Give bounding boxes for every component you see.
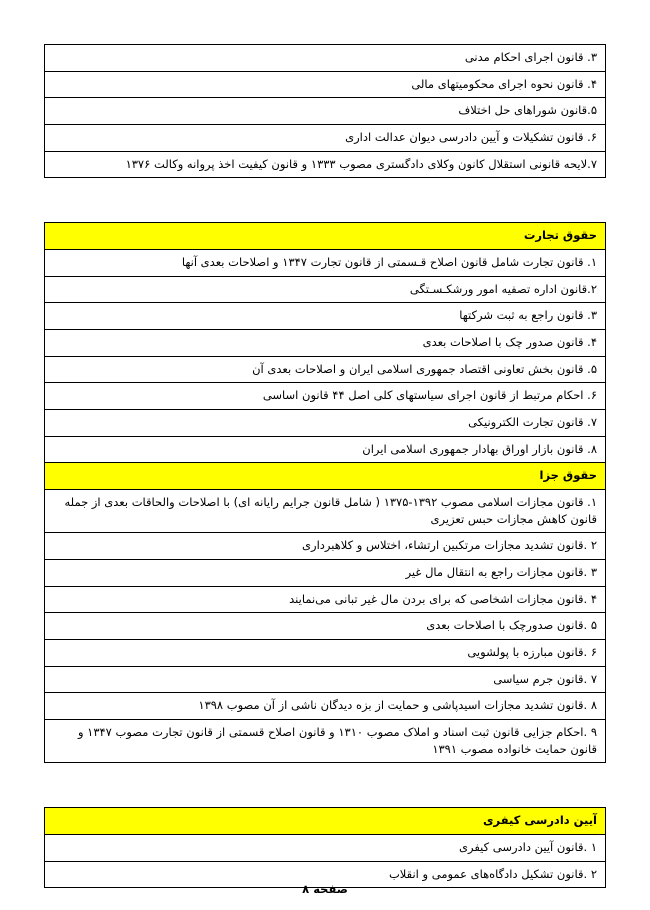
table-row [45,71,606,98]
table-row [45,330,606,357]
list-item: ۵. قانون بخش تعاونی اقتصاد جمهوری اسلامی ایران و اصلاحات بعدی آن [45,356,606,383]
list-item: ۲.قانون اداره تصفیه امور ورشکـسـتگی [45,276,606,303]
list-item: ۵ .قانون صدورچک با اصلاحات بعدی [45,613,606,640]
table-row [45,303,606,330]
list-item: ۷.لایحه قانونی استقلال کانون وکلای دادگستری مصوب ۱۳۳۳ و قانون کیفیت اخذ پروانه وکالت ۱۳۷۶ [45,151,606,178]
list-item: ۴. قانون نحوه اجرای محکومیتهای مالی [45,71,606,98]
list-item: ۴. قانون صدور چک با اصلاحات بعدی [45,330,606,357]
table-row [45,276,606,303]
table-row [45,125,606,152]
table-row [45,410,606,437]
list-item: ۴ .قانون مجازات اشخاصی که برای بردن مال غیر تبانی می‌نمایند [45,586,606,613]
table-row [45,586,606,613]
list-item: ۱. قانون مجازات اسلامی مصوب ۱۳۹۲-۱۳۷۵ ( شامل قانون جرایم رایانه ای) با اصلاحات والحاقات بعدی از جمله قانون کاهش مجازات حبس تعزیری [45,490,606,533]
table-row [45,98,606,125]
section-title: آیین دادرسی کیفری [45,808,606,835]
list-item: ۳ .قانون مجازات راجع به انتقال مال غیر [45,560,606,587]
table-row [45,640,606,667]
list-item: ۹ .احکام جزایی قانون ثبت اسناد و املاک مصوب ۱۳۱۰ و قانون اصلاح قسمتی از قانون تجارت مصوب ۱۳۴۷ و قانون حمایت خانواده مصوب ۱۳۹۱ [45,720,606,763]
list-item: ۵.قانون شوراهای حل اختلاف [45,98,606,125]
section-title: حقوق جزا [45,463,606,490]
table-row [45,490,606,533]
section-spacer [44,178,606,222]
list-item: ۷ .قانون جرم سیاسی [45,666,606,693]
table-row [45,560,606,587]
table-row [45,613,606,640]
table-row [45,45,606,72]
list-item: ۳. قانون راجع به ثبت شرکتها [45,303,606,330]
table-row [45,151,606,178]
table-row [45,383,606,410]
section-spacer [44,763,606,807]
table-row [45,436,606,463]
list-item: ۷. قانون تجارت الکترونیکی [45,410,606,437]
table-row [45,250,606,277]
list-item: ۳. قانون اجرای احکام مدنی [45,45,606,72]
top-list-body [45,45,606,178]
table-row [45,693,606,720]
table-row [45,808,606,835]
table-row [45,223,606,250]
list-item: ۲ .قانون تشکیل دادگاه‌های عمومی و انقلاب [45,861,606,888]
list-item: ۱. قانون تجارت شامل قانون اصلاح قـسمتی از قانون تجارت ۱۳۴۷ و اصلاحات بعدی آنها [45,250,606,277]
list-item: ۲ .قانون تشدید مجازات مرتکبین ارتشاء، اختلاس و کلاهبرداری [45,533,606,560]
section-title: حقوق تجارت [45,223,606,250]
list-item: ۸ .قانون تشدید مجازات اسیدپاشی و حمایت از بزه دیدگان ناشی از آن مصوب ۱۳۹۸ [45,693,606,720]
table-row [45,533,606,560]
list-item: ۶. قانون تشکیلات و آیین دادرسی دیوان عدالت اداری [45,125,606,152]
page-number-footer: صفحه ۸ [302,882,348,896]
table-row [45,720,606,763]
top-list-table [44,44,606,178]
table-row [45,463,606,490]
table-row [45,356,606,383]
list-item: ۱ .قانون آیین دادرسی کیفری [45,835,606,862]
table-row [45,666,606,693]
list-item: ۶ .قانون مبارزه با پولشویی [45,640,606,667]
table-row [45,835,606,862]
list-item: ۸. قانون بازار اوراق بهادار جمهوری اسلامی ایران [45,436,606,463]
list-item: ۶. احکام مرتبط از قانون اجرای سیاستهای کلی اصل ۴۴ قانون اساسی [45,383,606,410]
section-table-tejarat [44,222,606,763]
section-table-ayin-dadresi-keyfari [44,807,606,888]
